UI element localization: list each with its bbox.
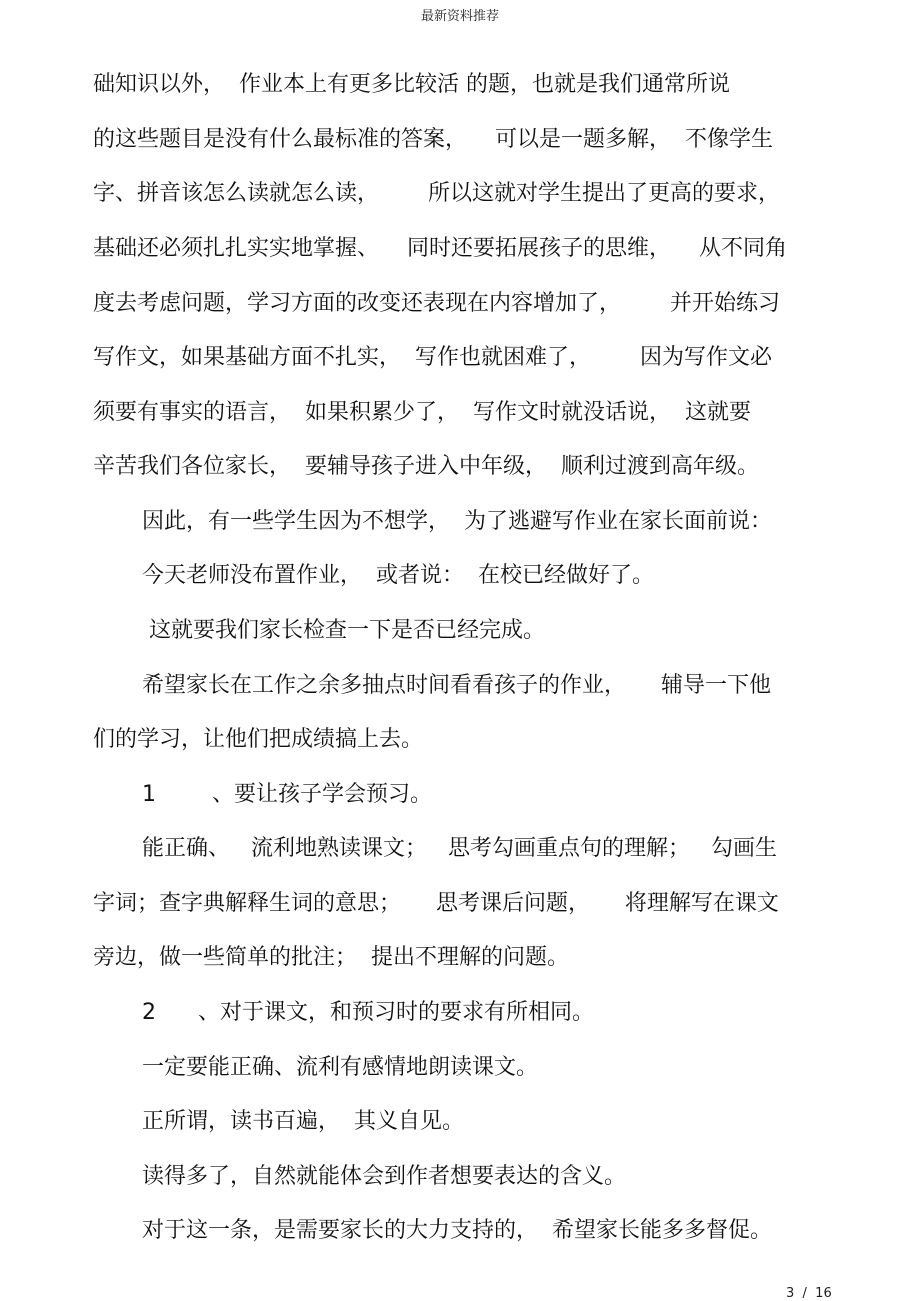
body-line: 字、拼音该怎么读就怎么读， 所以这就对学生提出了更高的要求， — [93, 181, 780, 206]
body-line: 希望家长在工作之余多抽点时间看看孩子的作业， 辅导一下他 — [142, 673, 771, 698]
body-line: 辛苦我们各位家长， 要辅导孩子进入中年级， 顺利过渡到高年级。 — [93, 454, 759, 479]
body-line: 们的学习，让他们把成绩搞上去。 — [93, 727, 424, 752]
page-number: 3 / 16 — [786, 1286, 832, 1301]
body-line: 能正确、 流利地熟读课文； 思考勾画重点句的理解； 勾画生 — [142, 836, 777, 861]
body-line: 须要有事实的语言， 如果积累少了， 写作文时就没话说， 这就要 — [93, 400, 751, 425]
body-line: 度去考虑问题，学习方面的改变还表现在内容增加了， 并开始练习 — [93, 291, 780, 316]
body-line: 写作文，如果基础方面不扎实， 写作也就困难了， 因为写作文必 — [93, 345, 772, 370]
body-line: 今天老师没布置作业， 或者说： 在校已经做好了。 — [142, 563, 654, 588]
body-line: 一定要能正确、流利有感情地朗读课文。 — [142, 1055, 539, 1080]
body-line: 旁边，做一些简单的批注； 提出不理解的问题。 — [93, 945, 569, 970]
body-line: 1 、要让孩子学会预习。 — [142, 782, 432, 807]
body-line: 这就要我们家长检查一下是否已经完成。 — [142, 618, 545, 643]
body-line: 字词；查字典解释生词的意思； 思考课后问题， 将理解写在课文 — [93, 891, 779, 916]
body-line: 对于这一条，是需要家长的大力支持的， 希望家长能多多督促。 — [142, 1218, 772, 1243]
body-line: 因此，有一些学生因为不想学， 为了逃避写作业在家长面前说： — [142, 509, 772, 534]
body-line: 基础还必须扎扎实实地掌握、 同时还要拓展孩子的思维， 从不同角 — [93, 236, 787, 261]
page-header: 最新资料推荐 — [420, 9, 499, 24]
body-line: 2 、对于课文，和预习时的要求有所相同。 — [142, 1000, 594, 1025]
body-line: 的这些题目是没有什么最标准的答案， 可以是一题多解， 不像学生 — [93, 127, 773, 152]
body-line: 读得多了，自然就能体会到作者想要表达的含义。 — [142, 1164, 627, 1189]
body-line: 础知识以外， 作业本上有更多比较活 的题，也就是我们通常所说 — [93, 72, 730, 97]
body-line: 正所谓，读书百遍， 其义自见。 — [142, 1109, 464, 1134]
